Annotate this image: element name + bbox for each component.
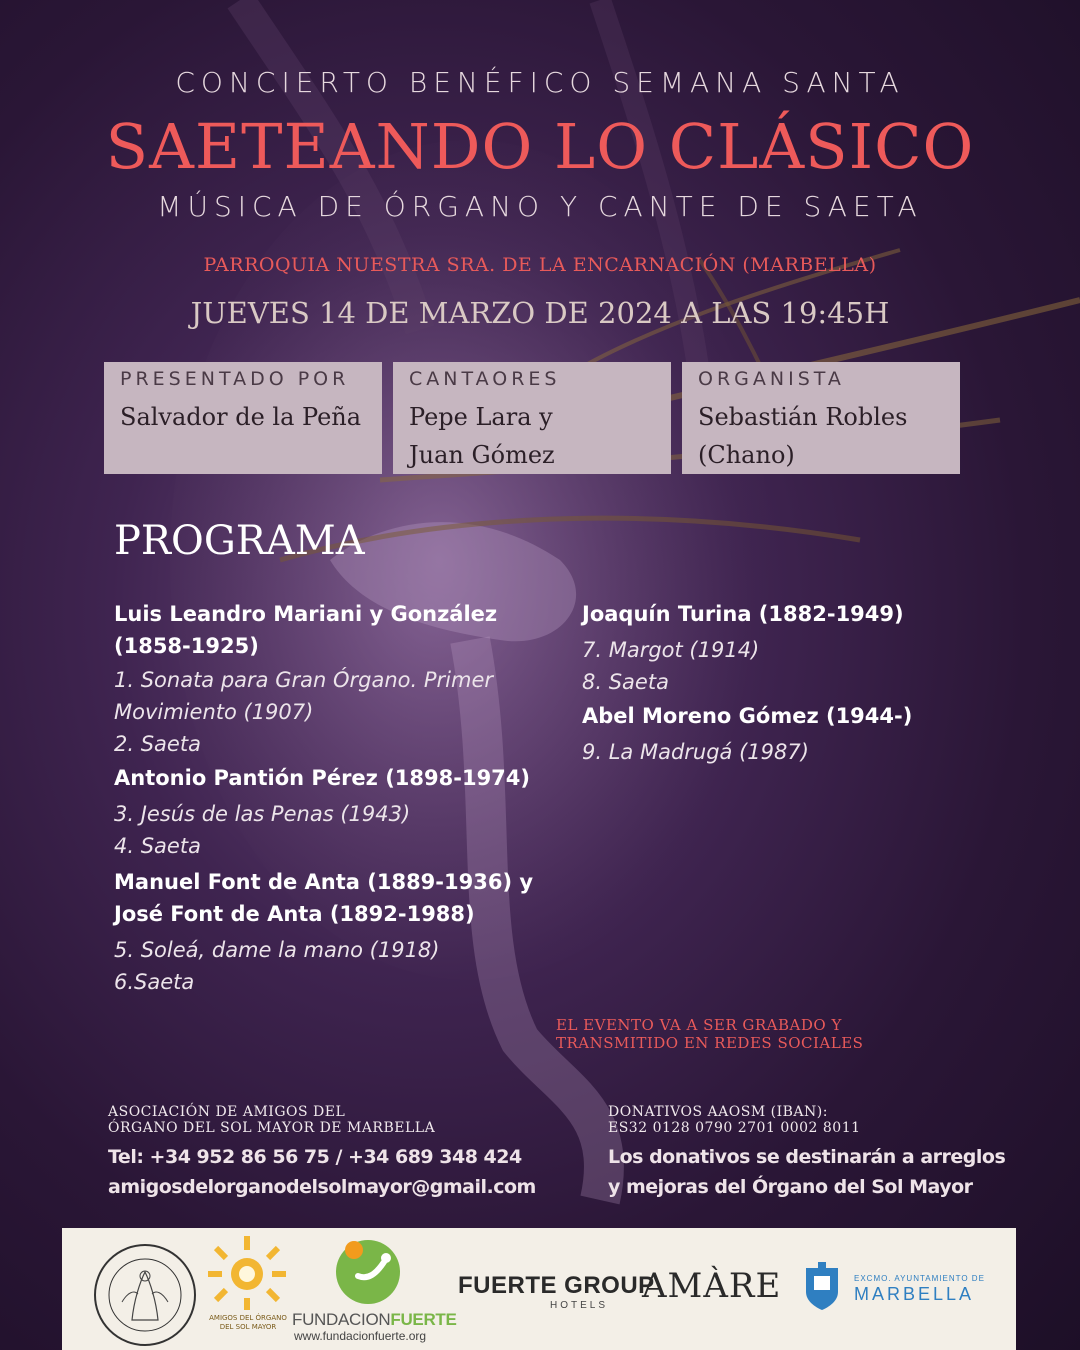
event-title: SAETEANDO LO CLÁSICO — [105, 110, 975, 183]
donation-info — [608, 1104, 1028, 1202]
recording-notice: EL EVENTO VA A SER GRABADO Y TRANSMITIDO EN REDES SOCIALES — [556, 1016, 864, 1052]
singers-box — [393, 362, 671, 474]
fundacion-fuerte-name: FUNDACIONFUERTE — [292, 1310, 457, 1329]
program-item: 6.Saeta — [114, 970, 195, 994]
composer-dates: (1858-1925) — [114, 634, 259, 658]
donation-heading: DONATIVOS AAOSM (IBAN): — [608, 1104, 828, 1120]
sponsor-logos-bar — [62, 1228, 1016, 1350]
event-venue: PARROQUIA NUESTRA SRA. DE LA ENCARNACIÓN (MARBELLA) — [203, 254, 877, 276]
composer-name: Abel Moreno Gómez (1944-) — [582, 704, 913, 728]
association-contact — [108, 1104, 558, 1202]
program-item: 7. Margot (1914) — [582, 638, 760, 662]
program-right-column — [582, 598, 1002, 768]
marbella-council-caption: EXCMO. AYUNTAMIENTO DE — [854, 1274, 985, 1283]
composer-name: José Font de Anta (1892-1988) — [114, 902, 475, 926]
presenter-label: PRESENTADO POR — [120, 368, 350, 390]
singers-names: Pepe Lara y Juan Gómez — [409, 403, 555, 469]
parish-seal-logo — [92, 1242, 198, 1348]
program-left-column — [114, 598, 554, 998]
program-item-cont: Movimiento (1907) — [114, 700, 314, 724]
association-name-2: ÓRGANO DEL SOL MAYOR DE MARBELLA — [108, 1120, 436, 1136]
organist-box — [682, 362, 960, 474]
program-item: 2. Saeta — [114, 732, 201, 756]
composer-name: Manuel Font de Anta (1889-1936) y — [114, 870, 534, 894]
marbella-coat-of-arms-icon — [804, 1262, 840, 1312]
composer-name: Luis Leandro Mariani y González — [114, 602, 498, 626]
sun-logo — [204, 1234, 290, 1312]
donation-iban: ES32 0128 0790 2701 0002 8011 — [608, 1120, 861, 1136]
event-subtitle: MÚSICA DE ÓRGANO Y CANTE DE SAETA — [157, 190, 923, 223]
event-type: CONCIERTO BENÉFICO SEMANA SANTA — [175, 66, 905, 99]
program-item: 9. La Madrugá (1987) — [582, 740, 809, 764]
donation-note-2: y mejoras del Órgano del Sol Mayor — [608, 1176, 973, 1198]
singers-label: CANTAORES — [409, 368, 561, 390]
program-item: 5. Soleá, dame la mano (1918) — [114, 938, 440, 962]
marbella-council-logo: MARBELLA — [854, 1284, 975, 1304]
fuerte-group-hotels: HOTELS — [550, 1300, 609, 1311]
organist-label: ORGANISTA — [698, 368, 845, 390]
program-item: 8. Saeta — [582, 670, 669, 694]
composer-name: Joaquín Turina (1882-1949) — [582, 602, 904, 626]
program-item: 1. Sonata para Gran Órgano. Primer — [114, 668, 493, 692]
fundacion-fuerte-url: www.fundacionfuerte.org — [294, 1329, 427, 1343]
organist-name: Sebastián Robles (Chano) — [698, 403, 908, 469]
amare-logo: AMÀRE — [642, 1266, 782, 1306]
program-item: 4. Saeta — [114, 834, 201, 858]
event-date: JUEVES 14 DE MARZO DE 2024 A LAS 19:45H — [190, 296, 890, 330]
association-name: ASOCIACIÓN DE AMIGOS DEL — [108, 1104, 346, 1120]
program-item: 3. Jesús de las Penas (1943) — [114, 802, 411, 826]
program-heading: PROGRAMA — [114, 518, 365, 564]
phone-numbers: Tel: +34 952 86 56 75 / +34 689 348 424 — [108, 1146, 522, 1168]
fundacion-fuerte-icon — [328, 1236, 404, 1306]
sun-logo-caption: AMIGOS DEL ÓRGANO DEL SOL MAYOR — [209, 1314, 287, 1331]
presenter-name: Salvador de la Peña — [120, 403, 362, 431]
composer-name: Antonio Pantión Pérez (1898-1974) — [114, 766, 531, 790]
donation-note: Los donativos se destinarán a arreglos — [608, 1146, 1006, 1168]
presenter-box — [104, 362, 382, 474]
email-address: amigosdelorganodelsolmayor@gmail.com — [108, 1176, 536, 1198]
fuerte-group-logo: FUERTE GROUP — [458, 1272, 655, 1299]
